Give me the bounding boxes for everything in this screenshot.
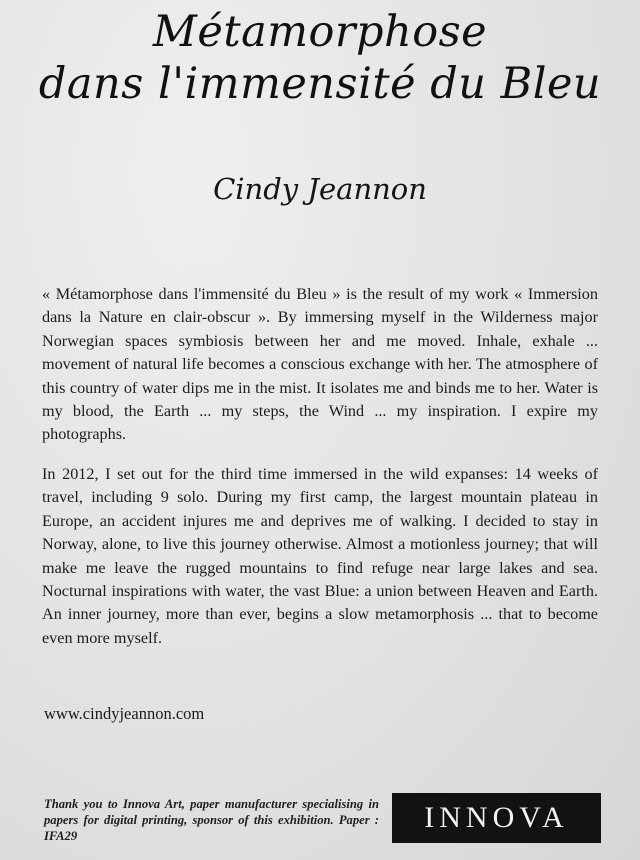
innova-logo (392, 793, 601, 843)
website-url: www.cindyjeannon.com (44, 704, 205, 723)
placard-title (0, 6, 640, 110)
journey-paragraph: In 2012, I set out for the third time immersed in the wild expanses: 14 weeks of travel, including 9 solo. During my first camp, the largest mountain plateau in Europe, an accident injures me and deprives me of walking. I decided to stay in Norway, alone, to live this journey otherwise. Almost a motionless journey; that will make me leave the rugged mountains to find refuge near large lakes and sea. Nocturnal inspirations with water, the vast Blue: a union between Heaven and Earth. An inner journey, more than ever, begins a slow metamorphosis ... that to become even more myself. (42, 465, 598, 647)
title-line-1: Métamorphose (152, 7, 488, 57)
innova-logo-text: INNOVA (424, 801, 569, 834)
title-line-2: dans l'immensité du Bleu (38, 59, 602, 109)
author-name: Cindy Jeannon (213, 172, 427, 206)
intro-paragraph: « Métamorphose dans l'immensité du Bleu » is the result of my work « Immersion dans la Nature en clair-obscur ». By immersing myself in the Wilderness major Norwegian spaces symbiosis between her and me moved. Inhale, exhale ... movement of natural life becomes a conscious exchange with her. The atmosphere of this country of water dips me in the mist. It isolates me and binds me to her. Water is my blood, the Earth ... my steps, the Wind ... my inspiration. I expire my photographs. (42, 285, 598, 444)
sponsor-thanks-note: Thank you to Innova Art, paper manufacturer specialising in papers for digital printing, sponsor of this exhibition. Paper : IFA29 (44, 797, 379, 843)
